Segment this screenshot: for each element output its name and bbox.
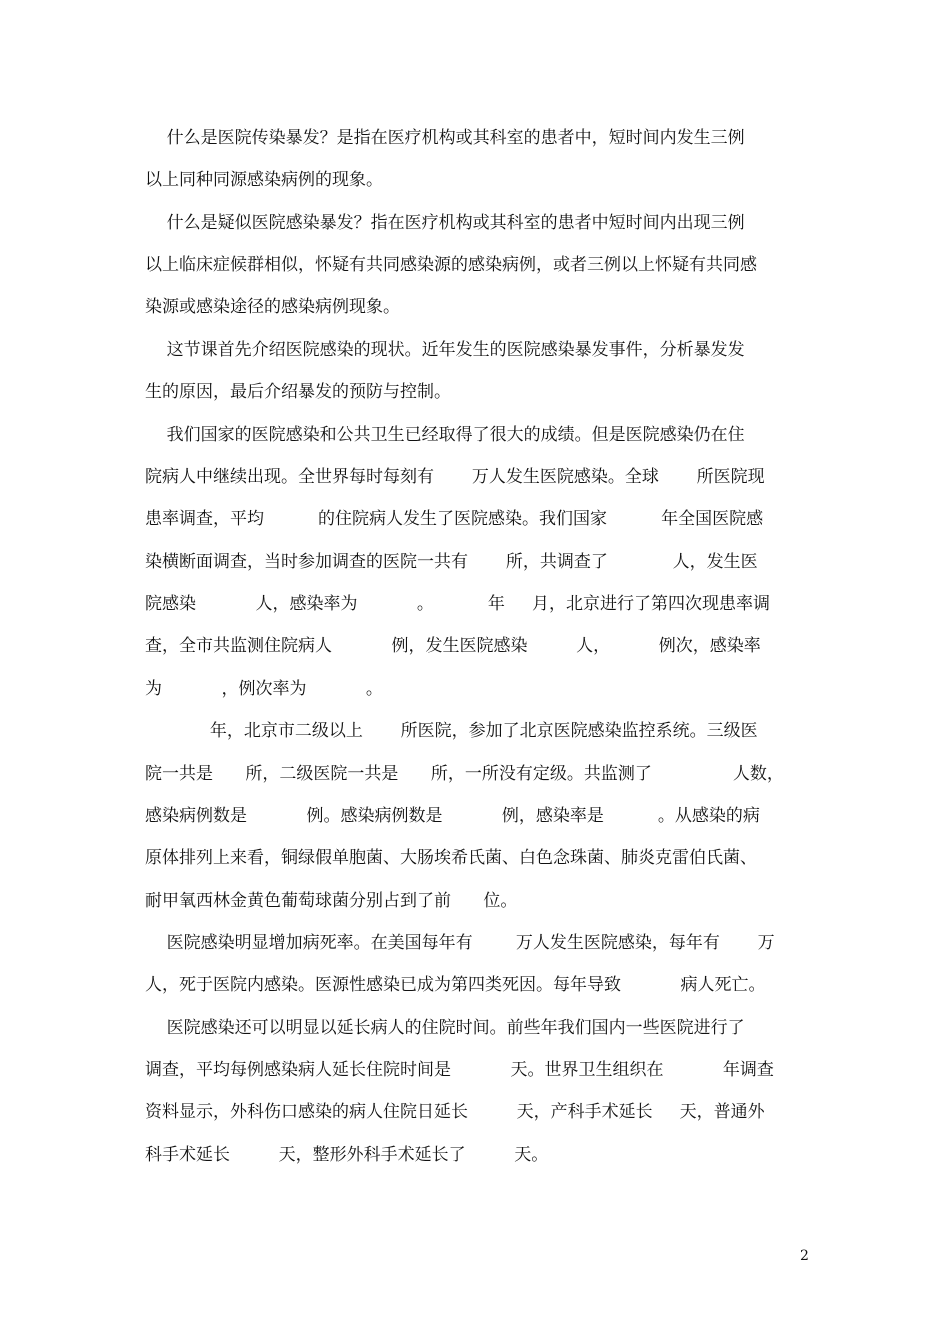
text-line: 调查，平均每例感染病人延长住院时间是 天。世界卫生组织在 年调查 <box>145 1060 774 1080</box>
text-line: 年，北京市二级以上 所医院，参加了北京医院感染监控系统。三级医 <box>145 721 758 741</box>
text-line: 院病人中继续出现。全世界每时每刻有 万人发生医院感染。全球 所医院现 <box>145 467 765 487</box>
text-line: 查，全市共监测住院病人 例，发生医院感染 人， 例次，感染率 <box>145 636 761 656</box>
text-line: 院一共是 所，二级医院一共是 所，一所没有定级。共监测了 人数， <box>145 764 784 784</box>
text-line: 患率调查，平均 的住院病人发生了医院感染。我们国家 年全国医院感 <box>145 509 764 529</box>
text-line: 耐甲氧西林金黄色葡萄球菌分别占到了前 位。 <box>145 891 518 911</box>
text-line: 染横断面调查，当时参加调查的医院一共有 所，共调查了 人，发生医 <box>145 552 758 572</box>
text-line: 生的原因，最后介绍暴发的预防与控制。 <box>145 382 451 402</box>
text-line: 我们国家的医院感染和公共卫生已经取得了很大的成绩。但是医院感染仍在住 <box>145 425 745 445</box>
text-line: 染源或感染途径的感染病例现象。 <box>145 297 400 317</box>
text-line: 以上临床症候群相似，怀疑有共同感染源的感染病例，或者三例以上怀疑有共同感 <box>145 255 757 275</box>
page-number: 2 <box>800 1248 809 1264</box>
text-line: 为 ，例次率为 。 <box>145 679 383 699</box>
text-line: 科手术延长 天，整形外科手术延长了 天。 <box>145 1145 549 1165</box>
text-line: 什么是疑似医院感染暴发？指在医疗机构或其科室的患者中短时间内出现三例 <box>145 213 745 233</box>
text-line: 感染病例数是 例。感染病例数是 例，感染率是 。从感染的病 <box>145 806 760 826</box>
text-line: 院感染 人，感染率为 。 年 月，北京进行了第四次现患率调 <box>145 594 770 614</box>
text-line: 资料显示，外科伤口感染的病人住院日延长 天，产科手术延长 天，普通外 <box>145 1102 765 1122</box>
text-line: 医院感染明显增加病死率。在美国每年有 万人发生医院感染，每年有 万 <box>145 933 775 953</box>
text-line: 医院感染还可以明显以延长病人的住院时间。前些年我们国内一些医院进行了 <box>145 1018 745 1038</box>
text-line: 人，死于医院内感染。医源性感染已成为第四类死因。每年导致 病人死亡。 <box>145 975 766 995</box>
text-line: 什么是医院传染暴发？是指在医疗机构或其科室的患者中，短时间内发生三例 <box>145 128 745 148</box>
text-line: 以上同种同源感染病例的现象。 <box>145 170 383 190</box>
text-line: 原体排列上来看，铜绿假单胞菌、大肠埃希氏菌、白色念珠菌、肺炎克雷伯氏菌、 <box>145 848 757 868</box>
text-line: 这节课首先介绍医院感染的现状。近年发生的医院感染暴发事件，分析暴发发 <box>145 340 745 360</box>
